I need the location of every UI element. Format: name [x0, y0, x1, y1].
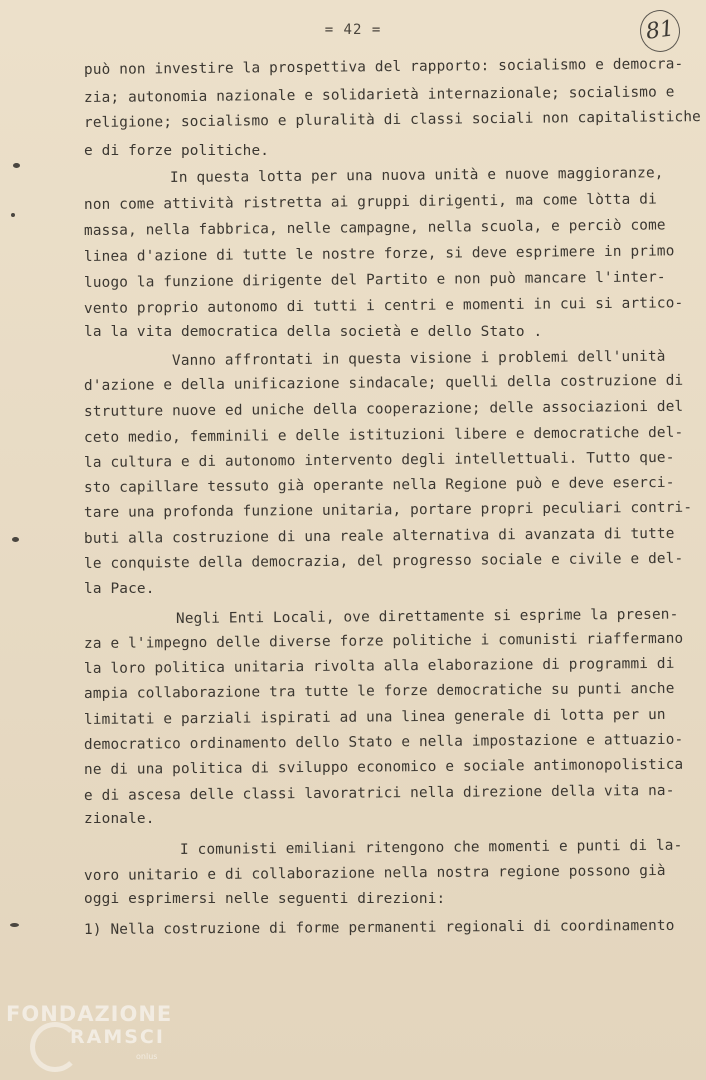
text-line: non come attività ristretta ai gruppi dirigenti, ma come lòtta di [83, 191, 657, 213]
text-line: Vanno affrontati in questa visione i problemi dell'unità [171, 348, 666, 369]
text-line: la la vita democratica della società e dello Stato . [84, 324, 543, 340]
text-line: I comunisti emiliani ritengono che momenti e punti di la- [179, 837, 683, 858]
watermark-logo [0, 1000, 200, 1080]
page-number: = 42 = [324, 22, 382, 38]
text-line: zionale. [84, 811, 155, 827]
text-line: la cultura e di autonomo intervento degli intellettuali. Tutto que- [83, 449, 675, 471]
text-line: 1) Nella costruzione di forme permanenti regionali di coordinamento [83, 917, 675, 938]
text-line: può non investire la prospettiva del rapporto: socialismo e democra- [83, 56, 684, 78]
watermark-line1: FONDAZIONE [6, 1002, 173, 1026]
text-line: e di ascesa delle classi lavoratrici nella direzione della vita na- [83, 782, 675, 804]
text-line: le conquiste della democrazia, del progresso sociale e civile e del- [83, 550, 684, 572]
text-line: buti alla costruzione di una reale alternativa di avanzata di tutte [83, 525, 675, 547]
archive-page-number [637, 7, 682, 54]
text-line: ne di una politica di sviluppo economico e sociale antimonopolistica [83, 756, 684, 778]
watermark-line2: RAMSCI [70, 1026, 165, 1048]
text-line: za e l'impegno delle diverse forze politiche i comunisti riaffermano [83, 630, 684, 652]
text-line: strutture nuove ed uniche della cooperazione; delle associazioni del [83, 398, 684, 420]
margin-mark [10, 923, 19, 927]
text-line: ampia collaborazione tra tutte le forze democratiche su punti anche [83, 680, 675, 702]
text-line: In questa lotta per una nuova unità e nuove maggioranze, [169, 165, 664, 186]
text-line: zia; autonomia nazionale e solidarietà internazionale; socialismo e [83, 84, 675, 106]
text-line: la Pace. [84, 581, 155, 597]
text-line: vento proprio autonomo di tutti i centri e momenti in cui si artico- [83, 295, 684, 317]
text-line: d'azione e della unificazione sindacale; quelli della costruzione di [83, 372, 684, 394]
margin-mark [12, 537, 19, 542]
text-line: Negli Enti Locali, ove direttamente si esprime la presen- [175, 606, 679, 627]
text-line: linea d'azione di tutte le nostre forze, si deve esprimere in primo [83, 243, 675, 265]
text-line: limitati e parziali ispirati ad una linea generale di lotta per un [83, 706, 666, 728]
text-line: tare una profonda funzione unitaria, portare propri peculiari contri- [83, 499, 693, 521]
text-line: sto capillare tessuto già operante nella Regione può e deve eserci- [83, 474, 675, 496]
text-line: massa, nella fabbrica, nelle campagne, nella scuola, e perciò come [83, 217, 666, 239]
text-line: la loro politica unitaria rivolta alla elaborazione di programmi di [83, 655, 675, 677]
text-line: voro unitario e di collaborazione nella nostra regione possono già [83, 862, 666, 884]
text-line: e di forze politiche. [84, 143, 270, 159]
text-line: ceto medio, femminili e delle istituzioni libere e democratiche del- [83, 424, 684, 446]
watermark-line3: onlus [136, 1052, 158, 1061]
text-line: luogo la funzione dirigente del Partito e non può mancare l'inter- [83, 269, 666, 291]
text-line: oggi esprimersi nelle seguenti direzioni: [84, 891, 446, 907]
margin-mark [11, 213, 15, 217]
archive-page-number-text: 81 [644, 16, 676, 45]
text-line: democratico ordinamento dello Stato e nella impostazione e attuazio- [83, 731, 684, 753]
margin-mark [13, 163, 20, 168]
text-line: religione; socialismo e pluralità di classi sociali non capitalistiche [83, 109, 702, 131]
